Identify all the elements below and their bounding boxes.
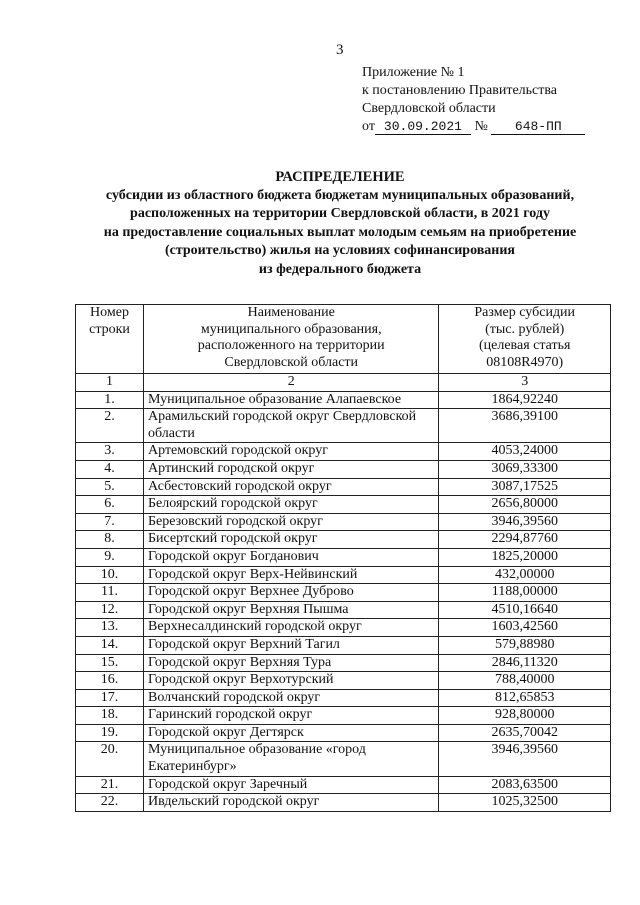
row-number: 10.	[76, 566, 144, 584]
subsidy-amount: 1603,42560	[439, 619, 611, 637]
municipality-name: Артемовский городской округ	[144, 443, 439, 461]
subsidy-amount: 812,65853	[439, 689, 611, 707]
title-line: (строительство) жилья на условиях софинансирования	[164, 243, 516, 259]
subsidy-amount: 1825,20000	[439, 548, 611, 566]
row-number: 2.	[76, 409, 144, 443]
header-text: муниципального образования,	[200, 321, 382, 337]
row-number: 14.	[76, 636, 144, 654]
municipality-name: Городской округ Верхняя Пышма	[144, 601, 439, 619]
subsidy-amount: 4053,24000	[439, 443, 611, 461]
municipality-name: Муниципальное образование «город Екатеринбург»	[144, 742, 439, 776]
decree-date: 30.09.2021	[375, 120, 471, 135]
title-line: на предоставление социальных выплат молодым семьям на приобретение	[103, 224, 577, 240]
table-row	[76, 724, 611, 742]
table-row	[76, 584, 611, 602]
table-row	[76, 672, 611, 690]
municipality-name: Белоярский городской округ	[144, 496, 439, 514]
table-row	[76, 654, 611, 672]
document-title	[60, 168, 620, 280]
row-number: 21.	[76, 776, 144, 794]
municipality-name: Городской округ Верх-Нейвинский	[144, 566, 439, 584]
table-row	[76, 496, 611, 514]
subsidy-amount: 3686,39100	[439, 409, 611, 443]
appendix-date-line	[362, 118, 585, 136]
table-row	[76, 619, 611, 637]
row-number: 11.	[76, 584, 144, 602]
subsidy-amount: 1188,00000	[439, 584, 611, 602]
municipality-name: Волчанский городской округ	[144, 689, 439, 707]
row-number: 12.	[76, 601, 144, 619]
subsidy-amount: 788,40000	[439, 672, 611, 690]
subsidy-amount: 579,88980	[439, 636, 611, 654]
date-prefix: от	[362, 119, 375, 134]
appendix-line-2: к постановлению Правительства	[362, 83, 558, 98]
header-subsidy-amount	[439, 305, 611, 374]
subsidy-amount: 3087,17525	[439, 478, 611, 496]
municipality-name: Гаринский городской округ	[144, 707, 439, 725]
municipality-name: Городской округ Дегтярск	[144, 724, 439, 742]
municipality-name: Городской округ Верхнее Дуброво	[144, 584, 439, 602]
header-text: (целевая статья	[478, 338, 571, 354]
header-municipality	[144, 305, 439, 374]
column-index: 2	[144, 374, 439, 392]
subsidy-amount: 2294,87760	[439, 531, 611, 549]
row-number: 9.	[76, 548, 144, 566]
municipality-name: Городской округ Верхотурский	[144, 672, 439, 690]
municipality-name: Городской округ Верхний Тагил	[144, 636, 439, 654]
municipality-name: Березовский городской округ	[144, 513, 439, 531]
municipality-name: Верхнесалдинский городской округ	[144, 619, 439, 637]
title-line: из федерального бюджета	[258, 261, 422, 277]
table-row	[76, 794, 611, 812]
title-line: субсидии из областного бюджета бюджетам муниципальных образований,	[105, 187, 575, 203]
appendix-line-1: Приложение № 1	[362, 65, 465, 80]
header-row-number	[76, 305, 144, 374]
table-row	[76, 443, 611, 461]
subsidy-amount: 3069,33300	[439, 460, 611, 478]
table-body	[76, 391, 611, 811]
header-text: 08108R4970)	[486, 354, 564, 370]
municipality-name: Ивдельский городской округ	[144, 794, 439, 812]
table-row	[76, 460, 611, 478]
subsidy-amount: 4510,16640	[439, 601, 611, 619]
header-text: строки	[89, 321, 130, 337]
municipality-name: Асбестовский городской округ	[144, 478, 439, 496]
column-index: 1	[76, 374, 144, 392]
header-text: Наименование	[247, 305, 335, 320]
subsidy-amount: 1025,32500	[439, 794, 611, 812]
row-number: 4.	[76, 460, 144, 478]
row-number: 8.	[76, 531, 144, 549]
header-text: Свердловской области	[224, 354, 359, 370]
row-number: 20.	[76, 742, 144, 776]
table-row	[76, 636, 611, 654]
row-number: 22.	[76, 794, 144, 812]
municipality-name: Арамильский городской округ Свердловской области	[144, 409, 439, 443]
municipality-name: Бисертский городской округ	[144, 531, 439, 549]
row-number: 3.	[76, 443, 144, 461]
header-text: (тыс. рублей)	[485, 321, 565, 337]
table-row	[76, 391, 611, 409]
distribution-table	[75, 304, 611, 812]
decree-number: 648-ПП	[491, 120, 585, 135]
table-row	[76, 478, 611, 496]
table-header-row	[76, 305, 611, 374]
municipality-name: Городской округ Богданович	[144, 548, 439, 566]
column-index: 3	[439, 374, 611, 392]
header-text: Номер	[90, 305, 129, 320]
table-row	[76, 601, 611, 619]
table-row	[76, 776, 611, 794]
subsidy-amount: 3946,39560	[439, 513, 611, 531]
subsidy-amount: 928,80000	[439, 707, 611, 725]
header-text: Размер субсидии	[474, 305, 576, 320]
row-number: 5.	[76, 478, 144, 496]
row-number: 16.	[76, 672, 144, 690]
subsidy-amount: 2635,70042	[439, 724, 611, 742]
table-row	[76, 742, 611, 776]
row-number: 18.	[76, 707, 144, 725]
column-index-row	[76, 374, 611, 392]
table-row	[76, 689, 611, 707]
row-number: 13.	[76, 619, 144, 637]
row-number: 7.	[76, 513, 144, 531]
subsidy-amount: 2846,11320	[439, 654, 611, 672]
subsidy-amount: 432,00000	[439, 566, 611, 584]
table-row	[76, 566, 611, 584]
municipality-name: Артинский городской округ	[144, 460, 439, 478]
row-number: 17.	[76, 689, 144, 707]
appendix-block	[362, 64, 585, 136]
title-heading: РАСПРЕДЕЛЕНИЕ	[275, 169, 405, 185]
row-number: 1.	[76, 391, 144, 409]
header-text: расположенного на территории	[197, 338, 385, 354]
subsidy-amount: 2083,63500	[439, 776, 611, 794]
number-prefix: №	[474, 119, 488, 134]
row-number: 19.	[76, 724, 144, 742]
table-row	[76, 513, 611, 531]
municipality-name: Муниципальное образование Алапаевское	[144, 391, 439, 409]
table-row	[76, 531, 611, 549]
page-number: 3	[336, 42, 344, 58]
subsidy-amount: 1864,92240	[439, 391, 611, 409]
municipality-name: Городской округ Заречный	[144, 776, 439, 794]
subsidy-amount: 3946,39560	[439, 742, 611, 776]
subsidy-amount: 2656,80000	[439, 496, 611, 514]
row-number: 6.	[76, 496, 144, 514]
table-row	[76, 707, 611, 725]
row-number: 15.	[76, 654, 144, 672]
table-row	[76, 409, 611, 443]
title-line: расположенных на территории Свердловской области, в 2021 году	[130, 206, 550, 222]
appendix-line-3: Свердловской области	[362, 101, 496, 116]
table-row	[76, 548, 611, 566]
municipality-name: Городской округ Верхняя Тура	[144, 654, 439, 672]
